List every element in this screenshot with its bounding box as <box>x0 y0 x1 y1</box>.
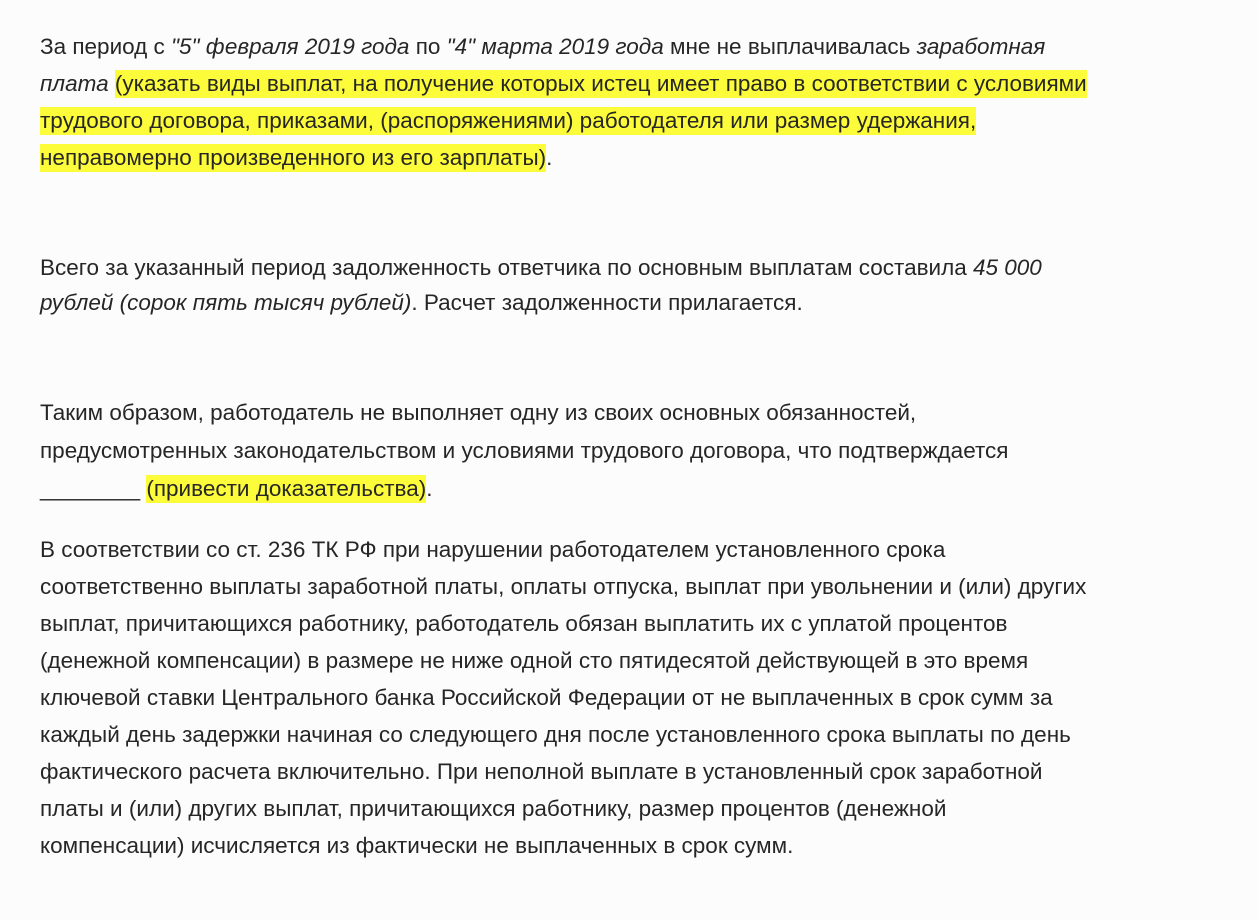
highlighted-instruction: (привести доказательства) <box>146 476 427 501</box>
start-date: "5" февраля 2019 года <box>171 34 410 59</box>
paragraph-line: соответственно выплаты заработной платы, оплаты отпуска, выплат при увольнении и (или) других <box>40 574 1087 599</box>
text-run: Всего за указанный период задолженность ответчика по основным выплатам составила <box>40 255 973 280</box>
paragraph-line <box>40 253 1042 283</box>
text-run: . <box>546 145 553 170</box>
paragraph-line <box>40 143 552 173</box>
paragraph-line: (денежной компенсации) в размере не ниже одной сто пятидесятой действующей в это время <box>40 648 1029 673</box>
debt-amount: 45 000 <box>973 255 1042 280</box>
paragraph-line <box>40 398 916 428</box>
text-run <box>109 71 115 96</box>
text-run: по <box>409 34 447 59</box>
text-run: Таким образом, работодатель не выполняет одну из своих основных обязанностей, <box>40 400 917 425</box>
paragraph-line <box>40 436 1008 466</box>
paragraph-line <box>40 474 432 504</box>
paragraph-line: фактического расчета включительно. При неполной выплате в установленный срок заработной <box>40 759 1043 784</box>
text-run: мне не выплачивалась <box>663 34 917 59</box>
paragraph-line: каждый день задержки начиная со следующего дня после установленного срока выплаты по день <box>40 722 1071 747</box>
debt-amount-words: рублей (сорок пять тысяч рублей) <box>40 290 412 315</box>
italic-text: заработная <box>916 34 1046 59</box>
text-run: предусмотренных законодательством и условиями трудового договора, что подтверждается <box>40 438 1009 463</box>
text-run: . <box>426 476 433 501</box>
italic-text: плата <box>40 71 109 96</box>
highlighted-instruction: трудового договора, приказами, (распоряжениями) работодателя или размер удержания, <box>40 108 977 133</box>
text-run: . Расчет задолженности прилагается. <box>411 290 803 315</box>
paragraph-line: ключевой ставки Центрального банка Российской Федерации от не выплаченных в срок сумм за <box>40 685 1053 710</box>
paragraph-line: компенсации) исчисляется из фактически не выплаченных в срок сумм. <box>40 833 794 858</box>
paragraph-line <box>40 288 803 318</box>
paragraph-line: В соответствии со ст. 236 ТК РФ при нарушении работодателем установленного срока <box>40 537 946 562</box>
paragraph-line <box>40 69 1087 99</box>
text-run: За период с <box>40 34 172 59</box>
paragraph-line <box>40 106 976 136</box>
paragraph-line: выплат, причитающихся работнику, работодатель обязан выплатить их с уплатой процентов <box>40 611 1008 636</box>
paragraph-line: платы и (или) других выплат, причитающихся работнику, размер процентов (денежной <box>40 796 947 821</box>
highlighted-instruction: неправомерно произведенного из его зарплаты) <box>40 145 547 170</box>
blank-field: ________ <box>40 476 147 501</box>
highlighted-instruction: (указать виды выплат, на получение которых истец имеет право в соответствии с условиями <box>114 71 1087 96</box>
end-date: "4" марта 2019 года <box>446 34 664 59</box>
paragraph-line <box>40 32 1045 62</box>
